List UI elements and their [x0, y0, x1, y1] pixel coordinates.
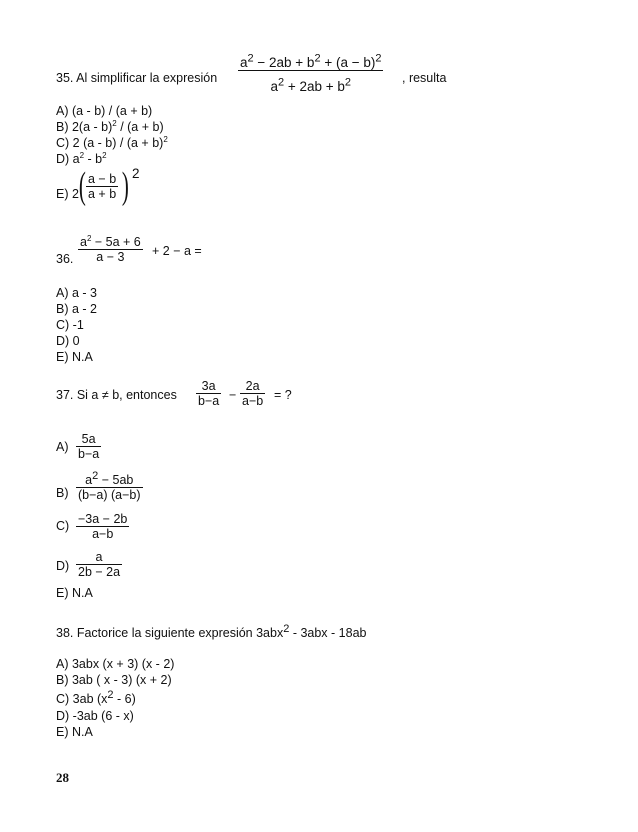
q37-option-d-label: D)	[56, 559, 70, 573]
q37-fraction-2: $\frac{2a}{a-b}$	[242, 379, 264, 408]
q37-option-a-fraction: $\frac{5a}{b-a}$	[78, 432, 100, 461]
q36-label: 36.	[56, 252, 74, 266]
q38-option-e: E) N.A	[56, 725, 93, 739]
q38-option-d: D) -3ab (6 - x)	[56, 709, 134, 723]
q37-option-e: E) N.A	[56, 586, 93, 600]
q36-option-d: D) 0	[56, 334, 80, 348]
q36-fraction: $\frac{a^2 - 5a + 6}{a - 3}$	[80, 233, 141, 264]
q35-option-d: D) $a^2 - b^2$	[56, 150, 107, 166]
q37-option-d-fraction: $\frac{a}{2b - 2a}$	[78, 550, 121, 579]
q35-option-e-fraction: $\frac{a - b}{a + b}$	[88, 172, 117, 201]
q36-option-e: E) N.A	[56, 350, 93, 364]
q36-option-c: C) -1	[56, 318, 84, 332]
q36-tail: + 2 − a =	[152, 244, 202, 258]
q38-option-c: C) 3ab (x2 - 6)	[56, 688, 136, 706]
q35-denominator: $a^2 + 2ab + b^2$	[238, 70, 383, 94]
q35-option-c: C) 2 $(a - b) / (a + b)^2$	[56, 134, 168, 150]
q35-option-e-label: E) 2	[56, 187, 79, 201]
page-number: 28	[56, 770, 69, 785]
q38-prompt: 38. Factorice la siguiente expresión 3abx2 - 3abx - 18ab	[56, 622, 367, 640]
q37-fraction-1: $\frac{3a}{b-a}$	[198, 379, 220, 408]
q35-numerator: $a^2 - 2ab + b^2 + (a - b)^2$	[240, 52, 382, 70]
q37-option-c-label: C)	[56, 519, 70, 533]
q37-option-b-fraction: $\frac{a2 - 5ab}{(b-a) (a-b)}$	[78, 469, 141, 502]
q35-option-e-exponent: 2	[132, 166, 140, 181]
q35-option-a: A) (a - b) / (a + b)	[56, 104, 153, 118]
q37-option-b-label: B)	[56, 486, 69, 500]
q37-option-a-label: A)	[56, 440, 69, 454]
q35-fraction	[238, 52, 383, 94]
q35-prompt: 35. Al simplificar la expresión	[56, 71, 218, 85]
q37-option-c-fraction: $\frac{-3a - 2b}{a-b}$	[78, 512, 128, 541]
left-paren-icon: (	[78, 165, 86, 207]
q35-option-b: B) 2(a - b)$^2$ / (a + b)	[56, 118, 164, 134]
q37-tail: = ?	[274, 388, 292, 402]
q38-option-b: B) 3ab ( x - 3) (x + 2)	[56, 673, 172, 687]
q37-minus: −	[229, 388, 237, 402]
right-paren-icon: )	[121, 165, 129, 207]
q36-option-a: A) a - 3	[56, 286, 97, 300]
q38-option-a: A) 3abx (x + 3) (x - 2)	[56, 657, 175, 671]
q37-prompt: 37. Si a ≠ b, entonces	[56, 388, 177, 402]
q36-option-b: B) a - 2	[56, 302, 97, 316]
q35-suffix: , resulta	[402, 71, 447, 85]
